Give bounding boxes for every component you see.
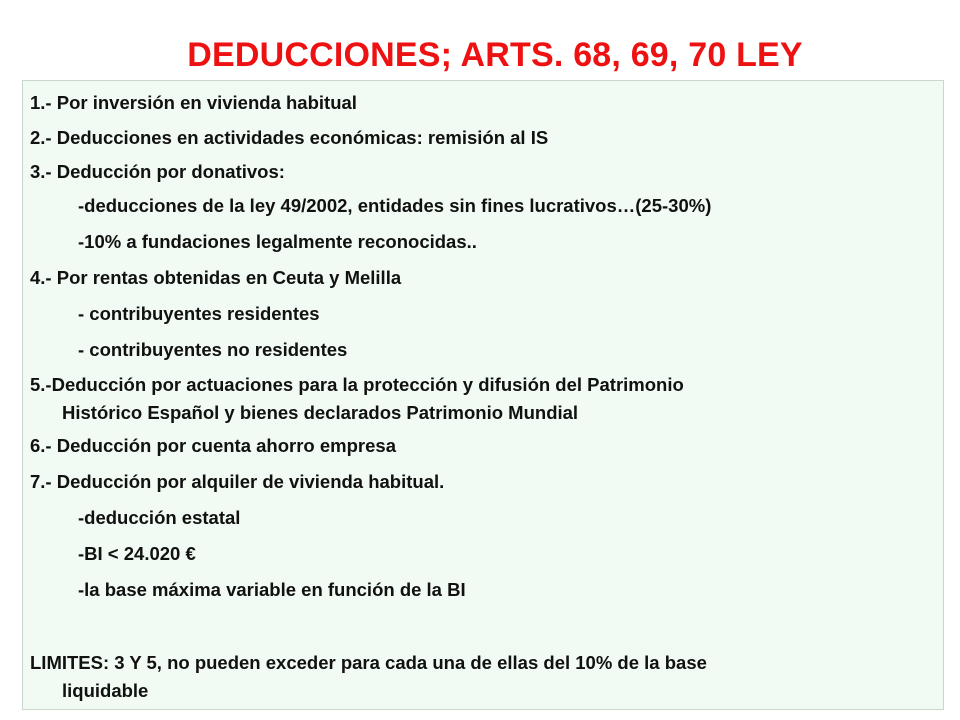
list-item: 4.- Por rentas obtenidas en Ceuta y Melilla	[30, 267, 402, 288]
list-item: 3.- Deducción por donativos:	[30, 161, 285, 182]
sub-item: -10% a fundaciones legalmente reconocidas..	[78, 231, 477, 252]
list-item: 2.- Deducciones en actividades económicas: remisión al IS	[30, 127, 549, 148]
list-item: 5.-Deducción por actuaciones para la protección y difusión del Patrimonio	[30, 374, 684, 395]
sub-item: - contribuyentes residentes	[78, 303, 320, 324]
list-item: 1.- Por inversión en vivienda habitual	[30, 92, 357, 113]
list-item: 6.- Deducción por cuenta ahorro empresa	[30, 435, 396, 456]
limits-note-continuation: liquidable	[62, 680, 149, 701]
page-title: DEDUCCIONES; ARTS. 68, 69, 70 LEY	[187, 36, 803, 74]
list-item: 7.- Deducción por alquiler de vivienda habitual.	[30, 471, 445, 492]
sub-item: -deducciones de la ley 49/2002, entidades sin fines lucrativos…(25-30%)	[78, 195, 712, 216]
sub-item: -deducción estatal	[78, 507, 241, 528]
sub-item: -BI < 24.020 €	[78, 543, 196, 564]
sub-item: -la base máxima variable en función de la BI	[78, 579, 466, 600]
sub-item: - contribuyentes no residentes	[78, 339, 348, 360]
list-item-continuation: Histórico Español y bienes declarados Patrimonio Mundial	[62, 402, 579, 423]
limits-note: LIMITES: 3 Y 5, no pueden exceder para cada una de ellas del 10% de la base	[30, 652, 707, 673]
